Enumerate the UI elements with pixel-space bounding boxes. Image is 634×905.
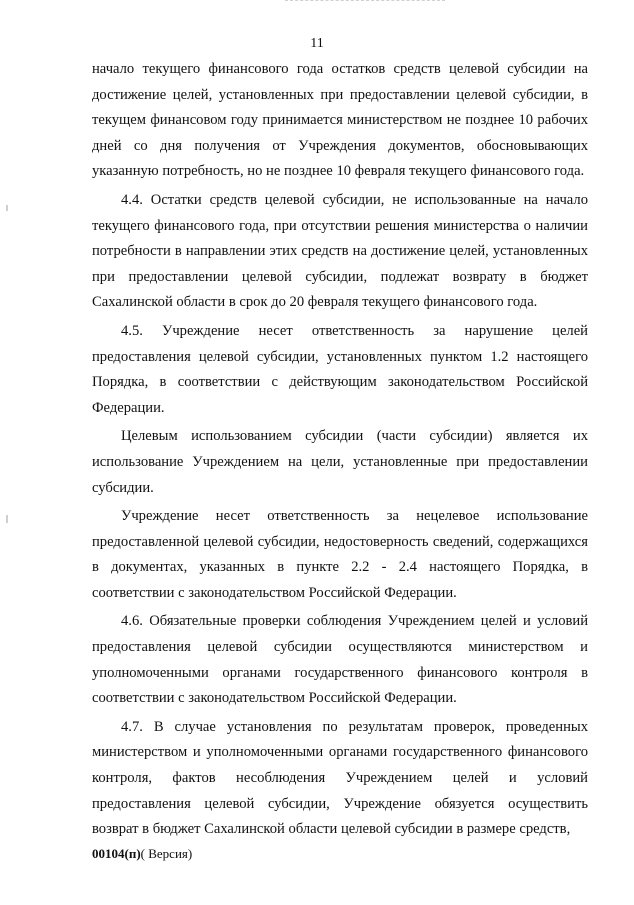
document-version: ( Версия) [140, 846, 193, 861]
document-body [92, 57, 588, 843]
paragraph-4-5: 4.5. Учреждение несет ответственность за нарушение целей предоставления целевой субсидии, установленных пунктом 1.2 настоящего Порядка, в соответствии с действующим законодательством Российской Федерации. [92, 322, 588, 416]
page-number: 11 [310, 36, 324, 51]
paragraph-4-7: 4.7. В случае установления по результатам проверок, проведенных министерством и уполномоченными органами государственного финансового контроля, фактов несоблюдения Учреждением целей и условий предоставления целевой субсидии, Учреждение обязуется осуществить возврат в бюджет Сахалинской области целевой субсидии в размере средств, [92, 718, 588, 838]
document-code: 00104(п) [92, 846, 141, 861]
scan-margin-mark [6, 205, 8, 211]
paragraph-4-4: 4.4. Остатки средств целевой субсидии, не использованные на начало текущего финансового года, при отсутствии решения министерства о наличии потребности в направлении этих средств на достижение целей, установленных при предоставлении целевой субсидии, подлежат возврату в бюджет Сахалинской области в срок до 20 февраля текущего финансового года. [92, 191, 588, 311]
document-footer [92, 846, 192, 862]
paragraph-4-6: 4.6. Обязательные проверки соблюдения Учреждением целей и условий предоставления целевой субсидии осуществляются министерством и уполномоченными органами государственного финансового контроля в соответствии с законодательством Российской Федерации. [92, 613, 588, 707]
paragraph-continuation: начало текущего финансового года остатков средств целевой субсидии на достижение целей, установленных при предоставлении целевой субсидии, в текущем финансовом году принимается министерством не позднее 10 рабочих дней со дня получения от Учреждения документов, обосновывающих указанную потребность, но не позднее 10 февраля текущего финансового года. [92, 61, 588, 180]
paragraph-target-use: Целевым использованием субсидии (части субсидии) является их использование Учреждением на цели, установленные при предоставлении субсидии. [92, 428, 588, 496]
paragraph-responsibility: Учреждение несет ответственность за нецелевое использование предоставленной целевой субсидии, недостоверность сведений, содержащихся в документах, указанных в пункте 2.2 - 2.4 настоящего Порядка, в соответствии с законодательством Российской Федерации. [92, 508, 588, 601]
scan-edge-mark [285, 0, 445, 3]
scan-margin-mark [6, 515, 8, 523]
